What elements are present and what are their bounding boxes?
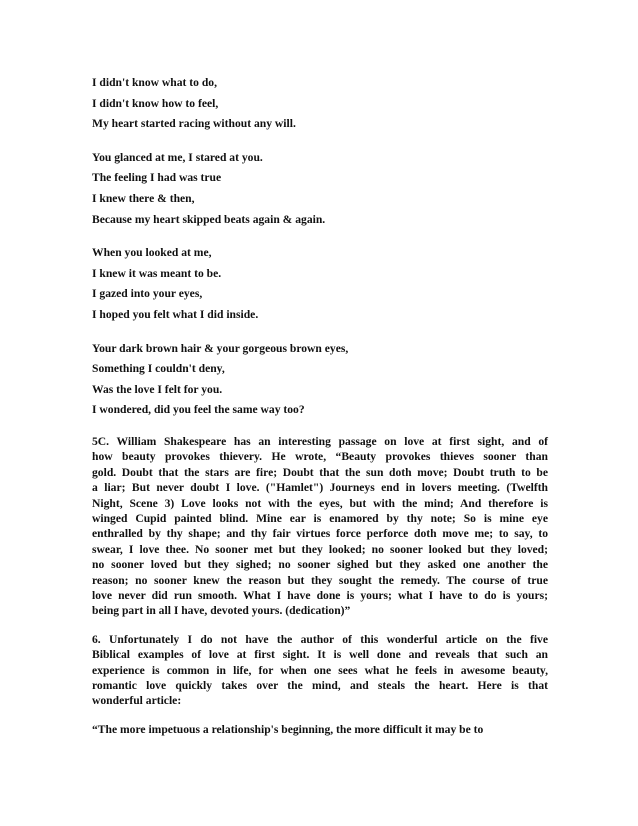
paragraph-line: love never did run smooth. What I have done is yours; what I have to do is yours;	[92, 588, 548, 602]
poem-line: I gazed into your eyes,	[92, 287, 203, 301]
paragraph-line: Biblical examples of love at first sight. It is well done and reveals that such an	[92, 648, 548, 662]
paragraph-line: no sooner loved but they sighed; no sooner sighed but they asked one another the	[92, 558, 548, 572]
poem-line: The feeling I had was true	[92, 171, 222, 185]
document-page	[92, 73, 548, 748]
paragraph-line: 5C. William Shakespeare has an interesting passage on love at first sight, and of	[92, 434, 548, 448]
paragraph-line: how beauty provokes thievery. He wrote, “Beauty provokes thieves sooner than	[92, 450, 548, 464]
poem-line: I didn't know what to do,	[92, 76, 217, 89]
paragraph-line: enthralled by thy shape; and thy fair virtues force perforce doth move me; to say, to	[92, 527, 548, 541]
paragraph-line: reason; no sooner knew the reason but they sought the remedy. The course of true	[92, 573, 548, 587]
poem-line: Your dark brown hair & your gorgeous brown eyes,	[92, 341, 349, 355]
poem-stanza-1	[92, 73, 548, 135]
paragraph-line: winged Cupid painted blind. Mine ear is enamored by thy note; So is mine eye	[92, 511, 548, 525]
poem-stanza-2	[92, 148, 548, 230]
poem-line: Something I couldn't deny,	[92, 362, 225, 376]
paragraph-6-biblical	[92, 632, 548, 709]
poem-line: You glanced at me, I stared at you.	[92, 150, 263, 164]
paragraph-line: “The more impetuous a relationship's beginning, the more difficult it may be to	[92, 722, 484, 736]
poem-line: I wondered, did you feel the same way too?	[92, 403, 305, 417]
paragraph-line: a liar; But never doubt I love. ("Hamlet") Journeys end in lovers meeting. (Twelfth	[92, 481, 548, 495]
paragraph-line: experience is common in life, for when one sees what he feels in awesome beauty,	[92, 663, 548, 677]
paragraph-line: gold. Doubt that the stars are fire; Doubt that the sun doth move; Doubt truth to be	[92, 465, 548, 479]
paragraph-line: 6. Unfortunately I do not have the author of this wonderful article on the five	[92, 632, 548, 646]
paragraph-line: Night, Scene 3) Love looks not with the eyes, but with the mind; And therefore is	[92, 496, 548, 510]
paragraph-quote-start	[92, 722, 548, 737]
paragraph-line: swear, I love thee. No sooner met but they looked; no sooner looked but they loved;	[92, 542, 548, 556]
poem-line: Was the love I felt for you.	[92, 382, 223, 396]
poem-line: When you looked at me,	[92, 246, 212, 260]
poem-stanza-4	[92, 339, 548, 421]
paragraph-line: romantic love quickly takes over the mind, and steals the heart. Here is that	[92, 679, 548, 692]
paragraph-5c-shakespeare	[92, 434, 548, 619]
paragraph-line: being part in all I have, devoted yours. (dedication)”	[92, 604, 351, 618]
poem-line: Because my heart skipped beats again & again.	[92, 212, 326, 226]
poem-line: I knew it was meant to be.	[92, 266, 222, 280]
poem-stanza-3	[92, 243, 548, 325]
poem-line: My heart started racing without any will.	[92, 117, 296, 131]
poem-line: I didn't know how to feel,	[92, 96, 219, 110]
poem-line: I knew there & then,	[92, 191, 195, 205]
poem-line: I hoped you felt what I did inside.	[92, 307, 259, 321]
paragraph-line: wonderful article:	[92, 694, 182, 708]
